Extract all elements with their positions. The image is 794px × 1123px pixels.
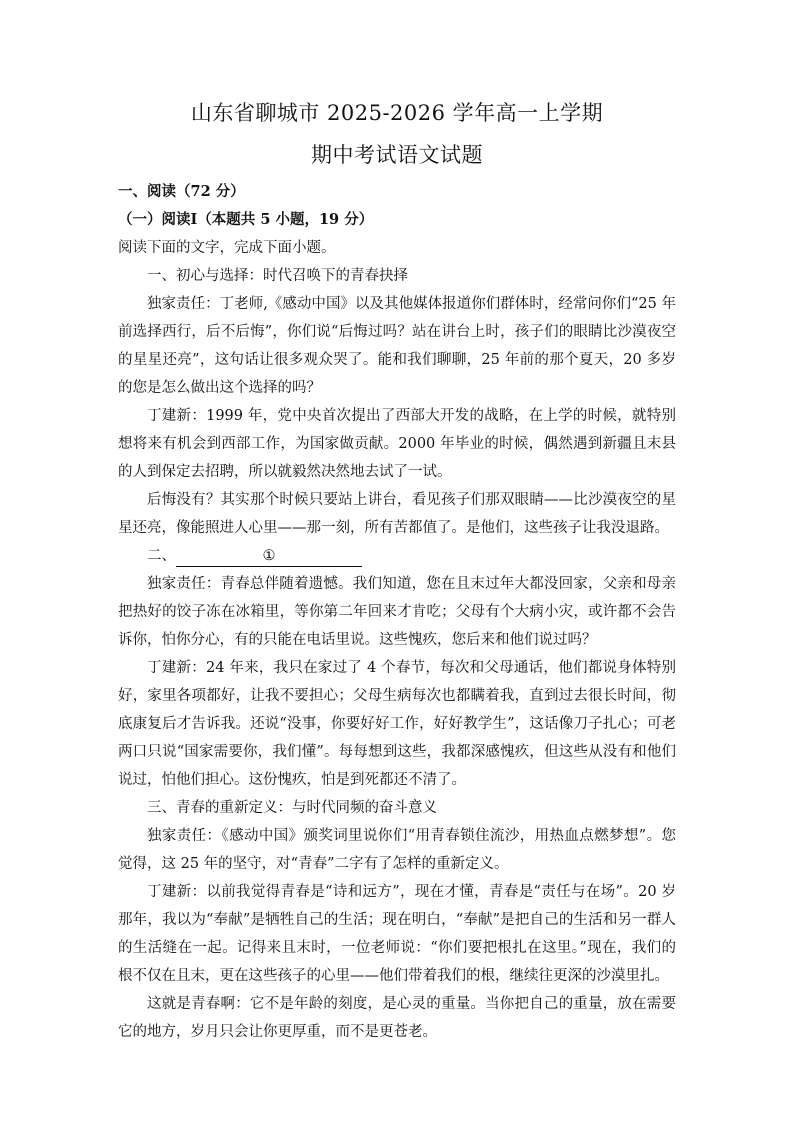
exam-title-line2: 期中考试语文试题 — [311, 143, 483, 167]
paragraph-3: 后悔没有？其实那个时候只要站上讲台，看见孩子们那双眼睛——比沙漠夜空的星星还亮，像能照进人心里——那一刻，所有苦都值了。是他们，这些孩子让我没退路。 — [118, 492, 676, 536]
paragraph-2: 丁建新：1999 年，党中央首次提出了西部大开发的战略，在上学的时候，就特别想将来有机会到西部工作，为国家做贡献。2000 年毕业的时候，偶然遇到新疆且末县的人到保定去招聘，所以就毅然决然地去试了一试。 — [118, 408, 676, 480]
paragraph-1: 独家责任：丁老师,《感动中国》以及其他媒体报道你们群体时，经常问你们“25 年前选择西行，后不后悔”，你们说“后悔过吗？站在讲台上时，孩子们的眼睛比沙漠夜空的星星还亮”，这句话让很多观众哭了。能和我们聊聊，25 年前的那个夏天，20 多岁的您是怎么做出这个选择的吗？ — [118, 296, 676, 396]
paragraph-6: 独家责任：《感动中国》颁奖词里说你们“用青春锁住流沙，用热血点燃梦想”。您觉得，这 25 年的坚守，对“青春”二字有了怎样的重新定义。 — [118, 828, 676, 872]
part3-heading: 三、青春的重新定义：与时代同频的奋斗意义 — [147, 800, 437, 816]
exam-title-line1: 山东省聊城市 2025-2026 学年高一上学期 — [190, 101, 604, 125]
part2-heading — [118, 542, 676, 570]
section-heading-reading: 一、阅读（72 分） — [118, 183, 245, 200]
subsection-heading-reading-1: （一）阅读Ⅰ（本题共 5 小题，19 分） — [118, 211, 374, 228]
paragraph-5: 丁建新：24 年来，我只在家过了 4 个春节，每次和父母通话，他们都说身体特别好，家里各项都好，让我不要担心；父母生病每次也都瞒着我，直到过去很长时间，彻底康复后才告诉我。还说“没事，你要好好工作，好好教学生”，这话像刀子扎心；可老两口只说“国家需要你，我们懂”。每每想到这些，我都深感愧疚，但这些从没有和他们说过，怕他们担心。这份愧疚，怕是到死都还不清了。 — [118, 660, 676, 788]
paragraph-4: 独家责任：青春总伴随着遗憾。我们知道，您在且末过年大都没回家，父亲和母亲把热好的饺子冻在冰箱里，等你第二年回来才肯吃；父母有个大病小灾，或许都不会告诉你，怕你分心，有的只能在电话里说。这些愧疚，您后来和他们说过吗？ — [118, 576, 676, 648]
fill-in-blank-1: ① — [176, 546, 362, 567]
paragraph-8: 这就是青春啊：它不是年龄的刻度，是心灵的重量。当你把自己的重量，放在需要它的地方，岁月只会让你更厚重，而不是更苍老。 — [118, 996, 676, 1040]
part1-heading: 一、初心与选择：时代召唤下的青春抉择 — [147, 268, 408, 284]
instruction-text: 阅读下面的文字，完成下面小题。 — [118, 240, 336, 256]
paragraph-7: 丁建新：以前我觉得青春是“诗和远方”，现在才懂，青春是“责任与在场”。20 岁那年，我以为“奉献”是牺牲自己的生活；现在明白，“奉献”是把自己的生活和另一群人的生活缝在一起。记得来且末时，一位老师说：“你们要把根扎在这里。”现在，我们的根不仅在且末，更在这些孩子的心里——他们带着我们的根，继续往更深的沙漠里扎。 — [118, 884, 676, 984]
part2-prefix: 二、 — [147, 548, 176, 564]
exam-content — [118, 178, 676, 1046]
